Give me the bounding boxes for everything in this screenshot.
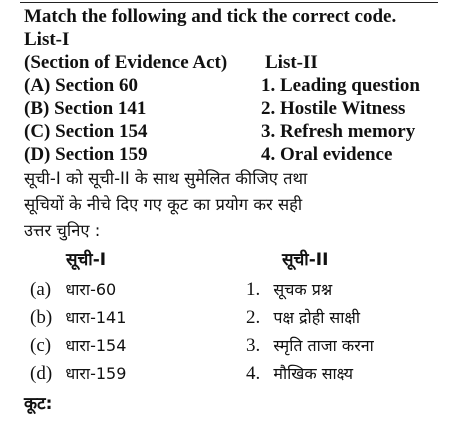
- item-label: (a): [30, 279, 52, 300]
- list1-item-a-english: (A) Section 60: [24, 75, 138, 96]
- list2-title-hindi: सूची-II: [282, 250, 329, 270]
- list2-item-1-hindi: [246, 278, 332, 302]
- list1-item-c-english: (C) Section 154: [24, 121, 148, 142]
- question-text-hindi-line1: सूची-I को सूची-II के साथ सुमेलित कीजिए तथा: [24, 169, 308, 188]
- list1-item-a-hindi: [30, 278, 116, 302]
- item-text: स्मृति ताजा करना: [273, 336, 374, 355]
- item-label: (b): [30, 307, 53, 328]
- item-number: 3.: [246, 335, 261, 356]
- list2-item-3-english: 3. Refresh memory: [261, 121, 416, 142]
- list2-item-4-english: 4. Oral evidence: [261, 144, 393, 165]
- question-text-hindi-line3: उत्तर चुनिए :: [24, 221, 101, 240]
- item-text: सूचक प्रश्न: [273, 280, 333, 299]
- item-text: धारा-154: [65, 336, 127, 355]
- codes-label-hindi: कूट:: [24, 394, 53, 414]
- top-divider: [20, 2, 438, 3]
- list1-header-english: (Section of Evidence Act): [24, 52, 228, 73]
- list1-item-d-english: (D) Section 159: [24, 144, 148, 165]
- list2-item-2-hindi: [246, 306, 360, 330]
- item-text: मौखिक साक्ष्य: [273, 364, 354, 383]
- list1-title-english: List-I: [24, 29, 70, 50]
- list2-item-4-hindi: [246, 362, 353, 386]
- list1-title-hindi: सूची-I: [66, 250, 107, 270]
- list1-item-d-hindi: [30, 362, 126, 386]
- list2-title-english: List-II: [265, 52, 318, 73]
- item-text: धारा-60: [65, 280, 117, 299]
- list1-item-b-english: (B) Section 141: [24, 98, 147, 119]
- list2-item-3-hindi: [246, 334, 374, 358]
- item-number: 2.: [246, 307, 261, 328]
- list2-item-1-english: 1. Leading question: [261, 75, 420, 96]
- item-text: पक्ष द्रोही साक्षी: [273, 308, 360, 327]
- item-number: 4.: [246, 363, 261, 384]
- item-text: धारा-141: [65, 308, 127, 327]
- item-label: (d): [30, 363, 53, 384]
- question-text-hindi-line2: सूचियों के नीचे दिए गए कूट का प्रयोग कर सही: [24, 195, 303, 214]
- list2-item-2-english: 2. Hostile Witness: [261, 98, 406, 119]
- list1-item-b-hindi: [30, 306, 126, 330]
- item-number: 1.: [246, 279, 261, 300]
- question-text-english: Match the following and tick the correct code.: [24, 6, 397, 27]
- list1-item-c-hindi: [30, 334, 126, 358]
- item-label: (c): [30, 335, 52, 356]
- item-text: धारा-159: [65, 364, 127, 383]
